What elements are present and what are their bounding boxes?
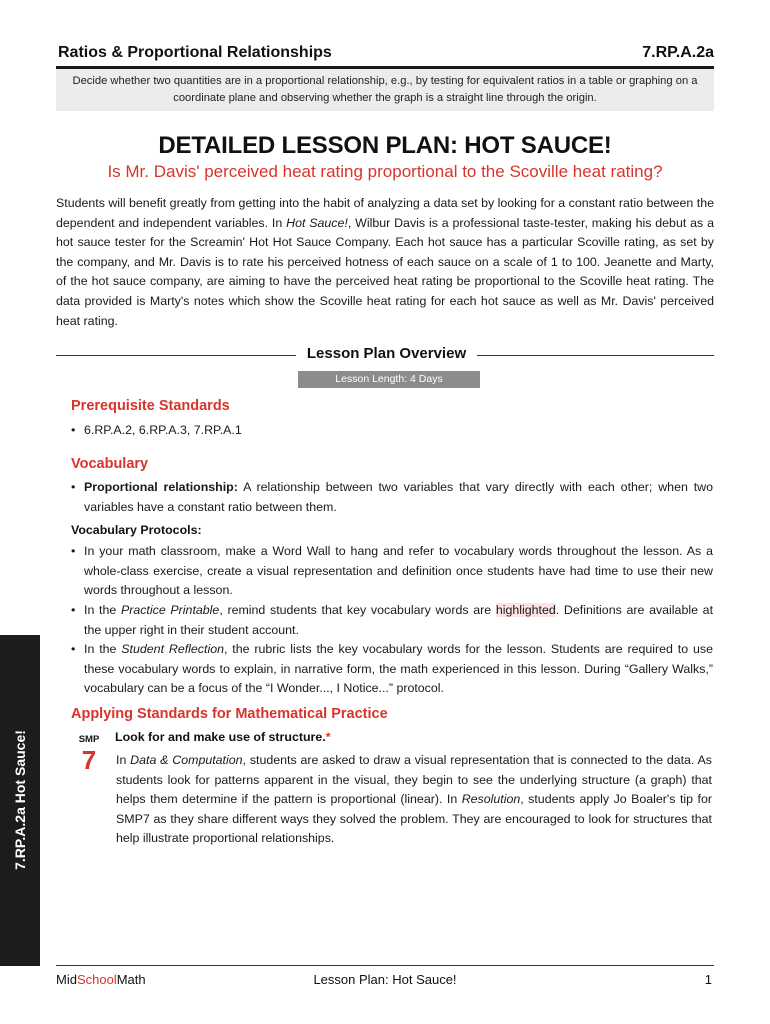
overview-rule-left: [56, 355, 296, 356]
highlighted-word: highlighted: [495, 603, 556, 617]
page-subtitle: Is Mr. Davis' perceived heat rating proportional to the Scoville heat rating?: [107, 162, 663, 181]
vocab-protocols-heading: Vocabulary Protocols:: [71, 523, 202, 537]
practice-heading: Applying Standards for Mathematical Practice: [71, 706, 388, 722]
intro-paragraph: Students will benefit greatly from getting into the habit of analyzing a data set by looking for a constant ratio between the dependent and independent variables. In Hot Sauce!, Wilbur Davis is a professional taste-tester, making his debut as a hot sauce tester for the Screamin' Hot Hot Sauce Company. Each hot sauce has a particular Scoville rating, as set by the company, and Mr. Davis is to rate his perceived hotness of each sauce on a scale of 1 to 100. Jeanette and Marty, of the hot sauce company, are aiming to have the perceived heat rating be proportional to the Scoville heat rating. The data provided is Marty's notes which show the Scoville heat rating for each hot sauce as well as Mr. Davis' perceived heat rating.: [56, 196, 714, 328]
vocab-protocol-item: • In the Student Reflection, the rubric lists the key vocabulary words for the lesson. Students are required to use these vocabulary words to explain, in narrative form, the math experienced in this lesson. During “Gallery Walks,” vocabulary can be a focus of the “I Wonder..., I Notice...” protocol.: [71, 642, 713, 696]
prereq-heading: Prerequisite Standards: [71, 398, 230, 414]
footer-rule: [56, 965, 714, 966]
overview-rule-right: [477, 355, 714, 356]
vocab-definition: • Proportional relationship: A relationship between two variables that vary directly with each other; when two variables have a constant ratio between them.: [71, 480, 714, 514]
smp-number: 7: [81, 745, 97, 775]
page-number: 1: [704, 972, 712, 987]
intro-italic: Hot Sauce!: [286, 215, 348, 230]
standard-code: 7.RP.A.2a: [642, 44, 714, 61]
smp-title: Look for and make use of structure.*: [115, 730, 331, 744]
smp-body: In Data & Computation, students are asked to draw a visual representation that is connected to the data. As students look for patterns apparent in the visual, they begin to see the underlying structure (a graph) that helps them determine if the pattern is proportional (linear). In Resolution, students apply Jo Boaler's tip for SMP7 as they share different ways they solved the problem. They are encouraged to look for structures that help illustrate proportional relationships.: [116, 753, 712, 846]
vocab-protocol-item: • In the Practice Printable, remind students that key vocabulary words are highlighted. Definitions are available at the upper right in their student account.: [71, 603, 714, 637]
standard-description: Decide whether two quantities are in a proportional relationship, e.g., by testing for equivalent ratios in a table or graphing on a coordinate plane and observing whether the graph is a straight line through the origin.: [56, 69, 714, 111]
vocab-protocol-item: • In your math classroom, make a Word Wall to hang and refer to vocabulary words throughout the lesson. As a whole-class exercise, create a visual representation and definition once students have had time to use their new words throughout a lesson.: [71, 544, 713, 598]
prereq-list: • 6.RP.A.2, 6.RP.A.3, 7.RP.A.1: [71, 423, 242, 437]
page-title: DETAILED LESSON PLAN: HOT SAUCE!: [158, 132, 612, 159]
lesson-length-badge: Lesson Length: 4 Days: [298, 371, 480, 388]
footer-logo: MidSchoolMath: [56, 972, 146, 987]
overview-title: Lesson Plan Overview: [306, 345, 467, 362]
header-title: Ratios & Proportional Relationships: [58, 44, 332, 61]
side-tab-label: 7.RP.A.2a Hot Sauce!: [12, 730, 28, 870]
vocab-heading: Vocabulary: [71, 456, 149, 472]
smp-label: SMP: [78, 734, 100, 745]
footer-title: Lesson Plan: Hot Sauce!: [313, 972, 457, 987]
smp-badge: [73, 734, 105, 774]
